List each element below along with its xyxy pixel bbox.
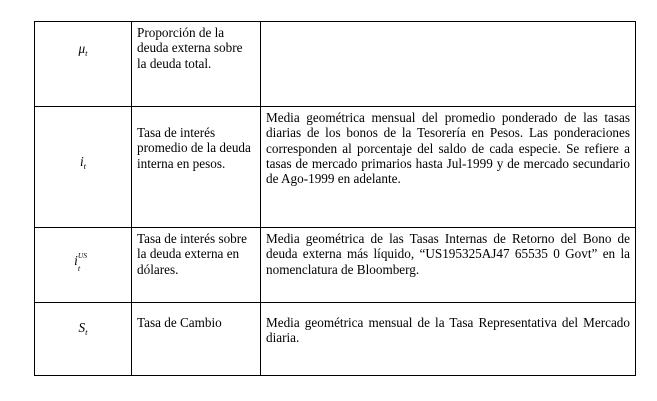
symbol-subscript: t (83, 161, 87, 171)
symbol-cell (35, 303, 132, 376)
symbol-i-t (80, 154, 86, 174)
symbol-i-t-us (74, 251, 92, 273)
variable-description (261, 22, 636, 107)
symbol-s-t (79, 320, 88, 340)
symbol-cell (35, 107, 132, 228)
variable-description: Media geométrica mensual del promedio ponderado de las tasas diarias de los bonos de la Tesorería en Pesos. Las ponderaciones corresponden al porcentaje del saldo de cada especie. Se refiere a tasas de mercado primarios hasta Jul-1999 y de mercado secundario de Ago-1999 en adelante. (261, 107, 636, 228)
symbol-mu-t (79, 41, 88, 61)
symbol-superscript: US (77, 251, 87, 260)
variable-name: Proporción de la deuda externa sobre la deuda total. (132, 22, 261, 107)
table-row (35, 22, 636, 107)
symbol-base: μ (78, 41, 86, 56)
variable-description: Media geométrica de las Tasas Internas de Retorno del Bono de deuda externa más líquido, “US195325AJ47 65535 0 Govt” en la nomenclatura de Bloomberg. (261, 228, 636, 303)
symbol-subscript: t (77, 263, 81, 273)
table-row (35, 228, 636, 303)
symbol-base: i (74, 253, 78, 268)
symbol-subscript: t (85, 48, 88, 58)
table-row (35, 303, 636, 376)
variable-name: Tasa de Cambio (132, 303, 261, 376)
symbol-cell (35, 22, 132, 107)
symbol-base: S (78, 320, 86, 335)
symbol-subscript: t (85, 327, 88, 337)
variable-name: Tasa de interés sobre la deuda externa en dólares. (132, 228, 261, 303)
variable-description: Media geométrica mensual de la Tasa Representativa del Mercado diaria. (261, 303, 636, 376)
variable-name: Tasa de interés promedio de la deuda interna en pesos. (132, 107, 261, 228)
symbol-base: i (79, 154, 84, 169)
table-row (35, 107, 636, 228)
variable-definitions-table (34, 21, 636, 376)
symbol-cell (35, 228, 132, 303)
